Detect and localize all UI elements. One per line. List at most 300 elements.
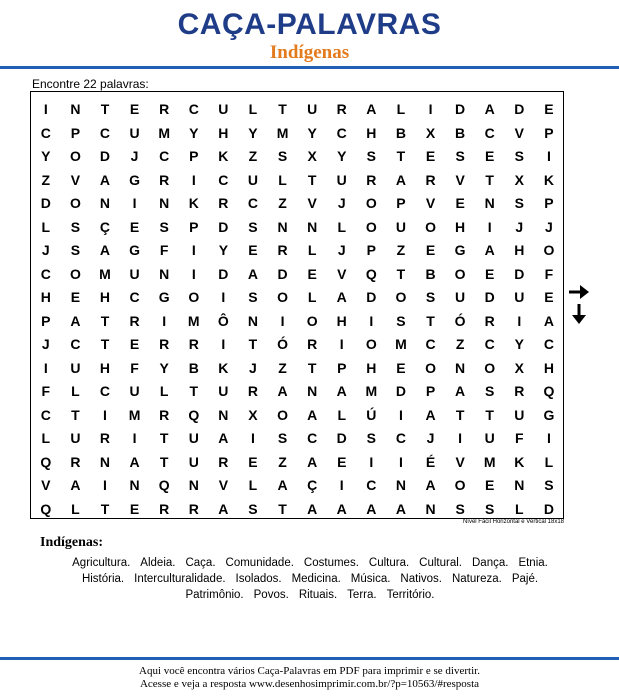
- grid-cell[interactable]: N: [484, 195, 495, 211]
- grid-cell[interactable]: S: [248, 218, 258, 235]
- grid-cell[interactable]: N: [307, 383, 318, 399]
- grid-cell[interactable]: Y: [337, 148, 347, 164]
- grid-cell[interactable]: S: [514, 148, 524, 164]
- grid-cell[interactable]: S: [514, 195, 524, 211]
- grid-cell[interactable]: D: [218, 265, 229, 282]
- grid-cell[interactable]: O: [277, 289, 288, 305]
- grid-cell[interactable]: N: [159, 265, 170, 282]
- grid-cell[interactable]: M: [483, 453, 496, 470]
- grid-cell[interactable]: K: [218, 148, 229, 164]
- grid-cell[interactable]: D: [277, 265, 288, 282]
- grid-cell[interactable]: I: [369, 453, 374, 470]
- grid-cell[interactable]: X: [425, 124, 436, 141]
- grid-cell[interactable]: M: [276, 124, 289, 141]
- grid-cell[interactable]: L: [248, 101, 258, 117]
- grid-cell[interactable]: I: [546, 148, 551, 164]
- grid-cell[interactable]: T: [100, 336, 110, 352]
- grid-cell[interactable]: S: [455, 148, 465, 164]
- grid-cell[interactable]: U: [129, 265, 140, 282]
- grid-cell[interactable]: R: [484, 312, 495, 329]
- grid-cell[interactable]: R: [307, 336, 318, 352]
- grid-cell[interactable]: I: [339, 477, 344, 493]
- grid-cell[interactable]: O: [365, 336, 377, 352]
- grid-cell[interactable]: Ç: [99, 218, 111, 235]
- grid-cell[interactable]: D: [514, 265, 525, 282]
- grid-cell[interactable]: T: [100, 312, 110, 329]
- grid-cell[interactable]: H: [218, 124, 229, 141]
- grid-cell[interactable]: H: [99, 289, 111, 305]
- grid-cell[interactable]: D: [543, 500, 554, 517]
- grid-cell[interactable]: I: [339, 336, 344, 352]
- grid-cell[interactable]: O: [365, 195, 377, 211]
- grid-cell[interactable]: I: [280, 312, 285, 329]
- grid-cell[interactable]: D: [514, 101, 525, 117]
- grid-cell[interactable]: T: [71, 406, 80, 423]
- grid-cell[interactable]: R: [188, 336, 199, 352]
- grid-cell[interactable]: I: [43, 359, 48, 376]
- grid-cell[interactable]: Z: [278, 453, 287, 470]
- grid-cell[interactable]: I: [43, 101, 48, 117]
- grid-cell[interactable]: I: [103, 406, 107, 423]
- grid-cell[interactable]: O: [454, 477, 466, 493]
- grid-cell[interactable]: I: [103, 477, 107, 493]
- grid-cell[interactable]: T: [426, 312, 435, 329]
- grid-cell[interactable]: I: [132, 430, 137, 446]
- grid-cell[interactable]: J: [41, 336, 50, 352]
- grid-cell[interactable]: E: [70, 289, 81, 305]
- grid-cell[interactable]: F: [544, 265, 554, 282]
- grid-cell[interactable]: R: [159, 336, 170, 352]
- grid-cell[interactable]: P: [41, 312, 51, 329]
- grid-cell[interactable]: D: [455, 101, 466, 117]
- grid-cell[interactable]: Y: [41, 148, 51, 164]
- grid-cell[interactable]: T: [307, 171, 317, 188]
- grid-cell[interactable]: A: [336, 289, 347, 305]
- grid-cell[interactable]: U: [514, 289, 525, 305]
- grid-cell[interactable]: M: [99, 265, 111, 282]
- grid-cell[interactable]: E: [485, 477, 495, 493]
- grid-cell[interactable]: J: [544, 218, 553, 235]
- grid-cell[interactable]: J: [337, 242, 346, 258]
- grid-cell[interactable]: D: [218, 218, 229, 235]
- grid-cell[interactable]: V: [455, 171, 465, 188]
- grid-cell[interactable]: P: [396, 195, 406, 211]
- grid-cell[interactable]: O: [69, 265, 81, 282]
- grid-cell[interactable]: A: [307, 406, 318, 423]
- grid-cell[interactable]: R: [188, 500, 199, 517]
- grid-cell[interactable]: U: [455, 289, 466, 305]
- grid-cell[interactable]: A: [70, 477, 81, 493]
- grid-cell[interactable]: L: [41, 430, 51, 446]
- grid-cell[interactable]: C: [40, 124, 51, 141]
- grid-cell[interactable]: V: [307, 195, 317, 211]
- grid-cell[interactable]: H: [366, 359, 377, 376]
- grid-cell[interactable]: A: [129, 453, 140, 470]
- grid-cell[interactable]: D: [40, 195, 51, 211]
- grid-cell[interactable]: C: [484, 124, 495, 141]
- grid-cell[interactable]: I: [191, 242, 196, 258]
- grid-cell[interactable]: Ç: [307, 477, 318, 493]
- grid-cell[interactable]: Y: [248, 124, 258, 141]
- grid-cell[interactable]: S: [159, 218, 169, 235]
- grid-cell[interactable]: I: [398, 453, 403, 470]
- grid-cell[interactable]: N: [425, 500, 436, 517]
- grid-cell[interactable]: J: [515, 218, 524, 235]
- grid-cell[interactable]: H: [514, 242, 525, 258]
- grid-cell[interactable]: I: [221, 336, 226, 352]
- grid-cell[interactable]: S: [366, 430, 376, 446]
- grid-cell[interactable]: U: [129, 383, 140, 399]
- grid-cell[interactable]: P: [189, 218, 199, 235]
- grid-cell[interactable]: N: [307, 218, 318, 235]
- grid-cell[interactable]: T: [396, 148, 406, 164]
- grid-cell[interactable]: X: [514, 359, 524, 376]
- grid-cell[interactable]: A: [277, 383, 288, 399]
- grid-cell[interactable]: A: [425, 477, 436, 493]
- grid-cell[interactable]: G: [129, 171, 141, 188]
- grid-cell[interactable]: O: [69, 148, 81, 164]
- grid-cell[interactable]: P: [425, 383, 436, 399]
- grid-cell[interactable]: M: [187, 312, 200, 329]
- grid-cell[interactable]: A: [395, 500, 406, 517]
- grid-cell[interactable]: S: [544, 477, 554, 493]
- grid-cell[interactable]: T: [159, 430, 169, 446]
- grid-cell[interactable]: U: [336, 171, 347, 188]
- grid-cell[interactable]: A: [247, 265, 259, 282]
- grid-cell[interactable]: V: [514, 124, 524, 141]
- grid-cell[interactable]: L: [396, 101, 406, 117]
- grid-cell[interactable]: C: [188, 101, 199, 117]
- grid-cell[interactable]: B: [188, 359, 199, 376]
- grid-cell[interactable]: C: [543, 336, 554, 352]
- grid-cell[interactable]: I: [191, 265, 196, 282]
- grid-cell[interactable]: E: [248, 453, 258, 470]
- grid-cell[interactable]: A: [484, 242, 495, 258]
- grid-cell[interactable]: S: [425, 289, 436, 305]
- grid-cell[interactable]: C: [247, 195, 259, 211]
- grid-cell[interactable]: O: [69, 195, 81, 211]
- grid-cell[interactable]: C: [425, 336, 436, 352]
- grid-cell[interactable]: C: [40, 406, 51, 423]
- grid-cell[interactable]: J: [130, 148, 139, 164]
- grid-cell[interactable]: O: [484, 359, 496, 376]
- grid-cell[interactable]: A: [99, 171, 111, 188]
- grid-cell[interactable]: U: [484, 430, 495, 446]
- grid-cell[interactable]: K: [188, 195, 199, 211]
- grid-cell[interactable]: A: [307, 500, 318, 517]
- grid-cell[interactable]: N: [188, 477, 199, 493]
- grid-cell[interactable]: R: [514, 383, 525, 399]
- grid-cell[interactable]: C: [70, 336, 81, 352]
- grid-cell[interactable]: I: [458, 430, 463, 446]
- grid-cell[interactable]: A: [336, 383, 347, 399]
- grid-cell[interactable]: T: [100, 101, 110, 117]
- grid-cell[interactable]: S: [485, 500, 495, 517]
- grid-cell[interactable]: M: [365, 383, 378, 399]
- grid-cell[interactable]: S: [248, 500, 258, 517]
- grid-cell[interactable]: L: [307, 242, 317, 258]
- grid-cell[interactable]: K: [543, 171, 554, 188]
- grid-cell[interactable]: L: [71, 500, 80, 517]
- grid-cell[interactable]: M: [158, 124, 170, 141]
- grid-cell[interactable]: T: [159, 453, 169, 470]
- grid-cell[interactable]: Q: [188, 406, 200, 423]
- grid-cell[interactable]: D: [99, 148, 111, 164]
- grid-cell[interactable]: K: [218, 359, 229, 376]
- grid-cell[interactable]: O: [277, 406, 288, 423]
- grid-cell[interactable]: L: [248, 477, 258, 493]
- grid-cell[interactable]: D: [395, 383, 406, 399]
- grid-cell[interactable]: F: [515, 430, 524, 446]
- grid-cell[interactable]: E: [129, 336, 140, 352]
- grid-cell[interactable]: I: [369, 312, 374, 329]
- grid-cell[interactable]: N: [99, 453, 111, 470]
- grid-cell[interactable]: O: [425, 218, 436, 235]
- grid-cell[interactable]: A: [366, 500, 377, 517]
- grid-cell[interactable]: S: [248, 289, 258, 305]
- grid-cell[interactable]: P: [366, 242, 376, 258]
- grid-cell[interactable]: T: [307, 359, 317, 376]
- grid-cell[interactable]: P: [189, 148, 199, 164]
- grid-cell[interactable]: Ó: [277, 336, 288, 352]
- grid-cell[interactable]: T: [455, 406, 465, 423]
- grid-cell[interactable]: D: [484, 289, 495, 305]
- grid-cell[interactable]: Q: [543, 383, 555, 399]
- grid-cell[interactable]: N: [277, 218, 288, 235]
- grid-cell[interactable]: R: [247, 383, 259, 399]
- grid-cell[interactable]: E: [396, 359, 406, 376]
- grid-cell[interactable]: P: [337, 359, 347, 376]
- grid-cell[interactable]: C: [395, 430, 406, 446]
- grid-cell[interactable]: N: [99, 195, 111, 211]
- grid-cell[interactable]: Ô: [217, 312, 229, 329]
- grid-cell[interactable]: Z: [41, 171, 51, 188]
- grid-cell[interactable]: A: [425, 406, 436, 423]
- grid-cell[interactable]: J: [41, 242, 50, 258]
- grid-cell[interactable]: D: [336, 430, 347, 446]
- grid-cell[interactable]: C: [484, 336, 495, 352]
- grid-cell[interactable]: S: [70, 242, 81, 258]
- grid-cell[interactable]: Z: [455, 336, 465, 352]
- grid-cell[interactable]: T: [248, 336, 258, 352]
- grid-cell[interactable]: P: [544, 195, 554, 211]
- grid-cell[interactable]: I: [487, 218, 492, 235]
- grid-cell[interactable]: N: [247, 312, 259, 329]
- grid-cell[interactable]: T: [278, 101, 287, 117]
- grid-cell[interactable]: N: [129, 477, 140, 493]
- grid-cell[interactable]: E: [129, 101, 140, 117]
- grid-cell[interactable]: U: [247, 171, 259, 188]
- grid-cell[interactable]: A: [543, 312, 554, 329]
- grid-cell[interactable]: R: [218, 453, 229, 470]
- grid-cell[interactable]: B: [455, 124, 466, 141]
- grid-cell[interactable]: O: [306, 312, 318, 329]
- grid-cell[interactable]: C: [366, 477, 377, 493]
- grid-cell[interactable]: Q: [40, 500, 52, 517]
- grid-cell[interactable]: S: [396, 312, 406, 329]
- grid-cell[interactable]: I: [162, 312, 167, 329]
- grid-cell[interactable]: E: [425, 148, 436, 164]
- grid-cell[interactable]: Z: [278, 359, 287, 376]
- grid-cell[interactable]: C: [99, 383, 111, 399]
- grid-cell[interactable]: L: [41, 218, 51, 235]
- grid-cell[interactable]: R: [425, 171, 436, 188]
- grid-cell[interactable]: C: [40, 265, 51, 282]
- grid-cell[interactable]: C: [159, 148, 170, 164]
- grid-cell[interactable]: O: [395, 289, 407, 305]
- grid-cell[interactable]: X: [307, 148, 317, 164]
- grid-cell[interactable]: R: [366, 171, 377, 188]
- grid-cell[interactable]: H: [336, 312, 347, 329]
- grid-cell[interactable]: R: [99, 430, 111, 446]
- grid-cell[interactable]: P: [70, 124, 81, 141]
- grid-cell[interactable]: E: [544, 101, 554, 117]
- grid-cell[interactable]: H: [455, 218, 466, 235]
- grid-cell[interactable]: E: [248, 242, 258, 258]
- grid-cell[interactable]: H: [40, 289, 51, 305]
- grid-cell[interactable]: V: [455, 453, 465, 470]
- grid-cell[interactable]: Y: [218, 242, 229, 258]
- grid-cell[interactable]: U: [218, 101, 229, 117]
- grid-cell[interactable]: F: [41, 383, 51, 399]
- grid-cell[interactable]: L: [544, 453, 554, 470]
- grid-cell[interactable]: E: [485, 148, 495, 164]
- grid-cell[interactable]: N: [395, 477, 406, 493]
- grid-cell[interactable]: Q: [365, 265, 377, 282]
- grid-cell[interactable]: U: [129, 124, 140, 141]
- grid-cell[interactable]: M: [128, 406, 141, 423]
- grid-cell[interactable]: R: [218, 195, 229, 211]
- grid-cell[interactable]: E: [544, 289, 554, 305]
- grid-cell[interactable]: Q: [158, 477, 170, 493]
- grid-cell[interactable]: Y: [159, 359, 169, 376]
- grid-cell[interactable]: J: [249, 359, 257, 376]
- grid-cell[interactable]: O: [188, 289, 200, 305]
- grid-cell[interactable]: Z: [396, 242, 406, 258]
- grid-cell[interactable]: P: [544, 124, 554, 141]
- grid-cell[interactable]: U: [70, 430, 81, 446]
- grid-cell[interactable]: V: [70, 171, 81, 188]
- grid-cell[interactable]: R: [159, 171, 170, 188]
- grid-cell[interactable]: R: [159, 500, 170, 517]
- grid-cell[interactable]: Ú: [366, 406, 377, 423]
- grid-cell[interactable]: A: [277, 477, 288, 493]
- grid-cell[interactable]: S: [70, 218, 81, 235]
- grid-cell[interactable]: L: [337, 218, 347, 235]
- grid-cell[interactable]: V: [218, 477, 229, 493]
- grid-cell[interactable]: B: [395, 124, 406, 141]
- grid-cell[interactable]: O: [454, 265, 466, 282]
- grid-cell[interactable]: Y: [189, 124, 199, 141]
- grid-cell[interactable]: T: [189, 383, 199, 399]
- grid-cell[interactable]: L: [307, 289, 317, 305]
- grid-cell[interactable]: R: [277, 242, 288, 258]
- grid-cell[interactable]: M: [395, 336, 407, 352]
- grid-cell[interactable]: A: [99, 242, 111, 258]
- grid-cell[interactable]: E: [485, 265, 495, 282]
- grid-cell[interactable]: N: [514, 477, 525, 493]
- grid-cell[interactable]: N: [159, 195, 170, 211]
- grid-cell[interactable]: O: [425, 359, 436, 376]
- grid-cell[interactable]: Ó: [454, 312, 466, 329]
- grid-cell[interactable]: C: [336, 124, 347, 141]
- grid-cell[interactable]: T: [485, 406, 494, 423]
- grid-cell[interactable]: A: [70, 312, 81, 329]
- grid-cell[interactable]: I: [191, 171, 196, 188]
- grid-cell[interactable]: I: [398, 406, 403, 423]
- grid-cell[interactable]: E: [455, 195, 465, 211]
- grid-cell[interactable]: N: [455, 359, 466, 376]
- grid-cell[interactable]: B: [425, 265, 436, 282]
- grid-cell[interactable]: E: [307, 265, 317, 282]
- grid-cell[interactable]: C: [218, 171, 229, 188]
- grid-cell[interactable]: A: [336, 500, 347, 517]
- grid-cell[interactable]: U: [188, 430, 199, 446]
- grid-cell[interactable]: G: [158, 289, 170, 305]
- grid-cell[interactable]: L: [71, 383, 80, 399]
- grid-cell[interactable]: A: [366, 101, 377, 117]
- grid-cell[interactable]: Z: [248, 148, 258, 164]
- grid-cell[interactable]: X: [514, 171, 524, 188]
- grid-cell[interactable]: I: [546, 430, 551, 446]
- grid-cell[interactable]: I: [517, 312, 522, 329]
- grid-cell[interactable]: H: [366, 124, 377, 141]
- grid-cell[interactable]: L: [159, 383, 169, 399]
- grid-cell[interactable]: K: [514, 453, 525, 470]
- grid-cell[interactable]: G: [454, 242, 466, 258]
- grid-cell[interactable]: E: [425, 242, 436, 258]
- grid-cell[interactable]: J: [337, 195, 346, 211]
- grid-cell[interactable]: Y: [514, 336, 524, 352]
- grid-cell[interactable]: R: [159, 101, 170, 117]
- grid-cell[interactable]: R: [336, 101, 347, 117]
- grid-cell[interactable]: U: [395, 218, 406, 235]
- grid-cell[interactable]: X: [248, 406, 258, 423]
- grid-cell[interactable]: A: [218, 430, 229, 446]
- grid-cell[interactable]: V: [337, 265, 347, 282]
- grid-cell[interactable]: V: [425, 195, 436, 211]
- grid-cell[interactable]: L: [337, 406, 347, 423]
- grid-cell[interactable]: N: [70, 101, 81, 117]
- grid-cell[interactable]: U: [70, 359, 81, 376]
- grid-cell[interactable]: T: [485, 171, 494, 188]
- grid-cell[interactable]: C: [307, 430, 318, 446]
- grid-cell[interactable]: E: [337, 453, 347, 470]
- grid-cell[interactable]: U: [218, 383, 229, 399]
- grid-cell[interactable]: É: [425, 453, 436, 470]
- grid-cell[interactable]: S: [277, 430, 288, 446]
- grid-cell[interactable]: S: [455, 500, 465, 517]
- grid-cell[interactable]: A: [455, 383, 466, 399]
- grid-cell[interactable]: Q: [40, 453, 52, 470]
- grid-cell[interactable]: L: [278, 171, 287, 188]
- grid-cell[interactable]: O: [365, 218, 377, 235]
- grid-cell[interactable]: G: [129, 242, 141, 258]
- grid-cell[interactable]: I: [251, 430, 255, 446]
- grid-cell[interactable]: F: [159, 242, 169, 258]
- grid-cell[interactable]: V: [41, 477, 51, 493]
- grid-cell[interactable]: F: [130, 359, 139, 376]
- grid-cell[interactable]: H: [99, 359, 111, 376]
- grid-cell[interactable]: T: [278, 500, 287, 517]
- grid-cell[interactable]: U: [307, 101, 318, 117]
- grid-cell[interactable]: I: [221, 289, 226, 305]
- grid-cell[interactable]: E: [129, 500, 140, 517]
- grid-cell[interactable]: R: [70, 453, 81, 470]
- grid-cell[interactable]: S: [277, 148, 288, 164]
- grid-cell[interactable]: A: [307, 453, 318, 470]
- grid-cell[interactable]: I: [132, 195, 137, 211]
